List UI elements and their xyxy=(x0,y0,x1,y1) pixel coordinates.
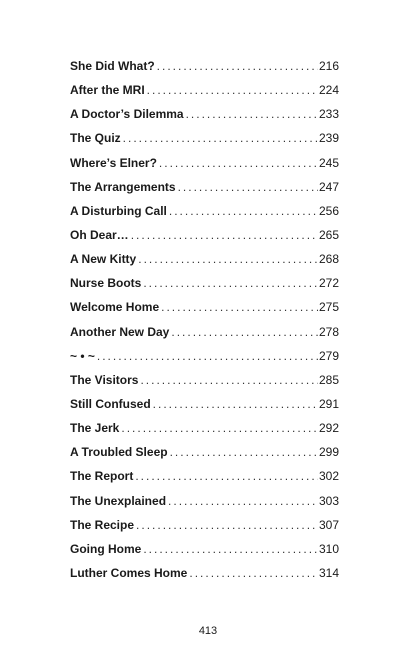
toc-entry-page: 307 xyxy=(318,517,339,532)
toc-entry-page: 279 xyxy=(318,348,339,363)
toc-entry-page: 233 xyxy=(318,107,339,122)
toc-dot-leader xyxy=(135,467,318,485)
toc-dot-leader xyxy=(157,57,318,75)
toc-entry xyxy=(70,347,339,371)
toc-entry-page: 224 xyxy=(318,83,339,98)
toc-entry-title: Going Home xyxy=(70,541,142,556)
toc-entry xyxy=(70,105,339,129)
toc-entry-title: The Unexplained xyxy=(70,493,167,508)
toc-entry xyxy=(70,250,339,274)
toc-dot-leader xyxy=(170,443,318,461)
toc-entry-page: 245 xyxy=(318,155,339,170)
table-of-contents xyxy=(70,57,339,588)
toc-entry-title: The Quiz xyxy=(70,131,121,146)
toc-entry-title: The Report xyxy=(70,469,134,484)
page-number: 413 xyxy=(198,625,218,637)
toc-dot-leader xyxy=(121,419,318,437)
toc-entry-page: 278 xyxy=(318,324,339,339)
toc-entry xyxy=(70,323,339,347)
toc-entry xyxy=(70,443,339,467)
toc-entry xyxy=(70,129,339,153)
toc-entry-page: 285 xyxy=(318,372,339,387)
toc-entry xyxy=(70,178,339,202)
toc-dot-leader xyxy=(136,516,318,534)
toc-entry-title: Nurse Boots xyxy=(70,276,142,291)
toc-entry-title: After the MRI xyxy=(70,83,145,98)
toc-entry-title: Where’s Elner? xyxy=(70,155,157,170)
toc-entry xyxy=(70,81,339,105)
toc-entry xyxy=(70,395,339,419)
toc-entry-title: The Arrangements xyxy=(70,179,176,194)
toc-entry-page: 239 xyxy=(318,131,339,146)
toc-entry xyxy=(70,492,339,516)
toc-entry xyxy=(70,57,339,81)
toc-entry-page: 275 xyxy=(318,300,339,315)
toc-entry-title: Welcome Home xyxy=(70,300,160,315)
toc-entry-title: A New Kitty xyxy=(70,252,137,267)
toc-entry-title: The Recipe xyxy=(70,517,135,532)
toc-dot-leader xyxy=(186,105,318,123)
toc-dot-leader xyxy=(97,347,318,365)
toc-dot-leader xyxy=(161,298,318,316)
toc-entry xyxy=(70,298,339,322)
toc-entry-title: Luther Comes Home xyxy=(70,565,188,580)
toc-entry-title: The Visitors xyxy=(70,372,139,387)
toc-entry-title: A Disturbing Call xyxy=(70,203,167,218)
toc-entry-page: 314 xyxy=(318,565,339,580)
toc-entry-title: Still Confused xyxy=(70,396,151,411)
toc-entry xyxy=(70,564,339,588)
toc-entry-page: 272 xyxy=(318,276,339,291)
toc-entry-page: 268 xyxy=(318,252,339,267)
toc-entry xyxy=(70,202,339,226)
toc-entry-title: ~ • ~ xyxy=(70,348,95,363)
toc-dot-leader xyxy=(169,202,318,220)
toc-entry-title: Another New Day xyxy=(70,324,170,339)
toc-entry xyxy=(70,154,339,178)
toc-entry-title: A Doctor’s Dilemma xyxy=(70,107,184,122)
toc-entry xyxy=(70,226,339,250)
toc-entry-title: A Troubled Sleep xyxy=(70,445,168,460)
toc-entry-page: 247 xyxy=(318,179,339,194)
toc-dot-leader xyxy=(138,250,318,268)
toc-entry xyxy=(70,371,339,395)
toc-dot-leader xyxy=(143,274,318,292)
toc-entry-page: 302 xyxy=(318,469,339,484)
toc-entry-title: She Did What? xyxy=(70,59,155,73)
toc-entry-page: 303 xyxy=(318,493,339,508)
toc-entry-page: 256 xyxy=(318,203,339,218)
toc-entry-page: 216 xyxy=(318,59,339,73)
toc-entry xyxy=(70,419,339,443)
toc-entry-page: 292 xyxy=(318,421,339,436)
toc-dot-leader xyxy=(147,81,318,99)
toc-dot-leader xyxy=(178,178,318,196)
toc-dot-leader xyxy=(159,154,318,172)
toc-entry xyxy=(70,516,339,540)
toc-entry-page: 265 xyxy=(318,227,339,242)
toc-entry xyxy=(70,467,339,491)
toc-dot-leader xyxy=(189,564,318,582)
toc-dot-leader xyxy=(153,395,318,413)
toc-entry-page: 299 xyxy=(318,445,339,460)
toc-entry-title: Oh Dear… xyxy=(70,227,129,242)
toc-entry xyxy=(70,540,339,564)
toc-dot-leader xyxy=(171,323,318,341)
toc-entry-title: The Jerk xyxy=(70,421,120,436)
toc-dot-leader xyxy=(143,540,318,558)
toc-dot-leader xyxy=(168,492,318,510)
toc-entry-page: 310 xyxy=(318,541,339,556)
toc-dot-leader xyxy=(140,371,318,389)
toc-dot-leader xyxy=(123,129,318,147)
toc-entry xyxy=(70,274,339,298)
toc-entry-page: 291 xyxy=(318,396,339,411)
toc-dot-leader xyxy=(131,226,318,244)
